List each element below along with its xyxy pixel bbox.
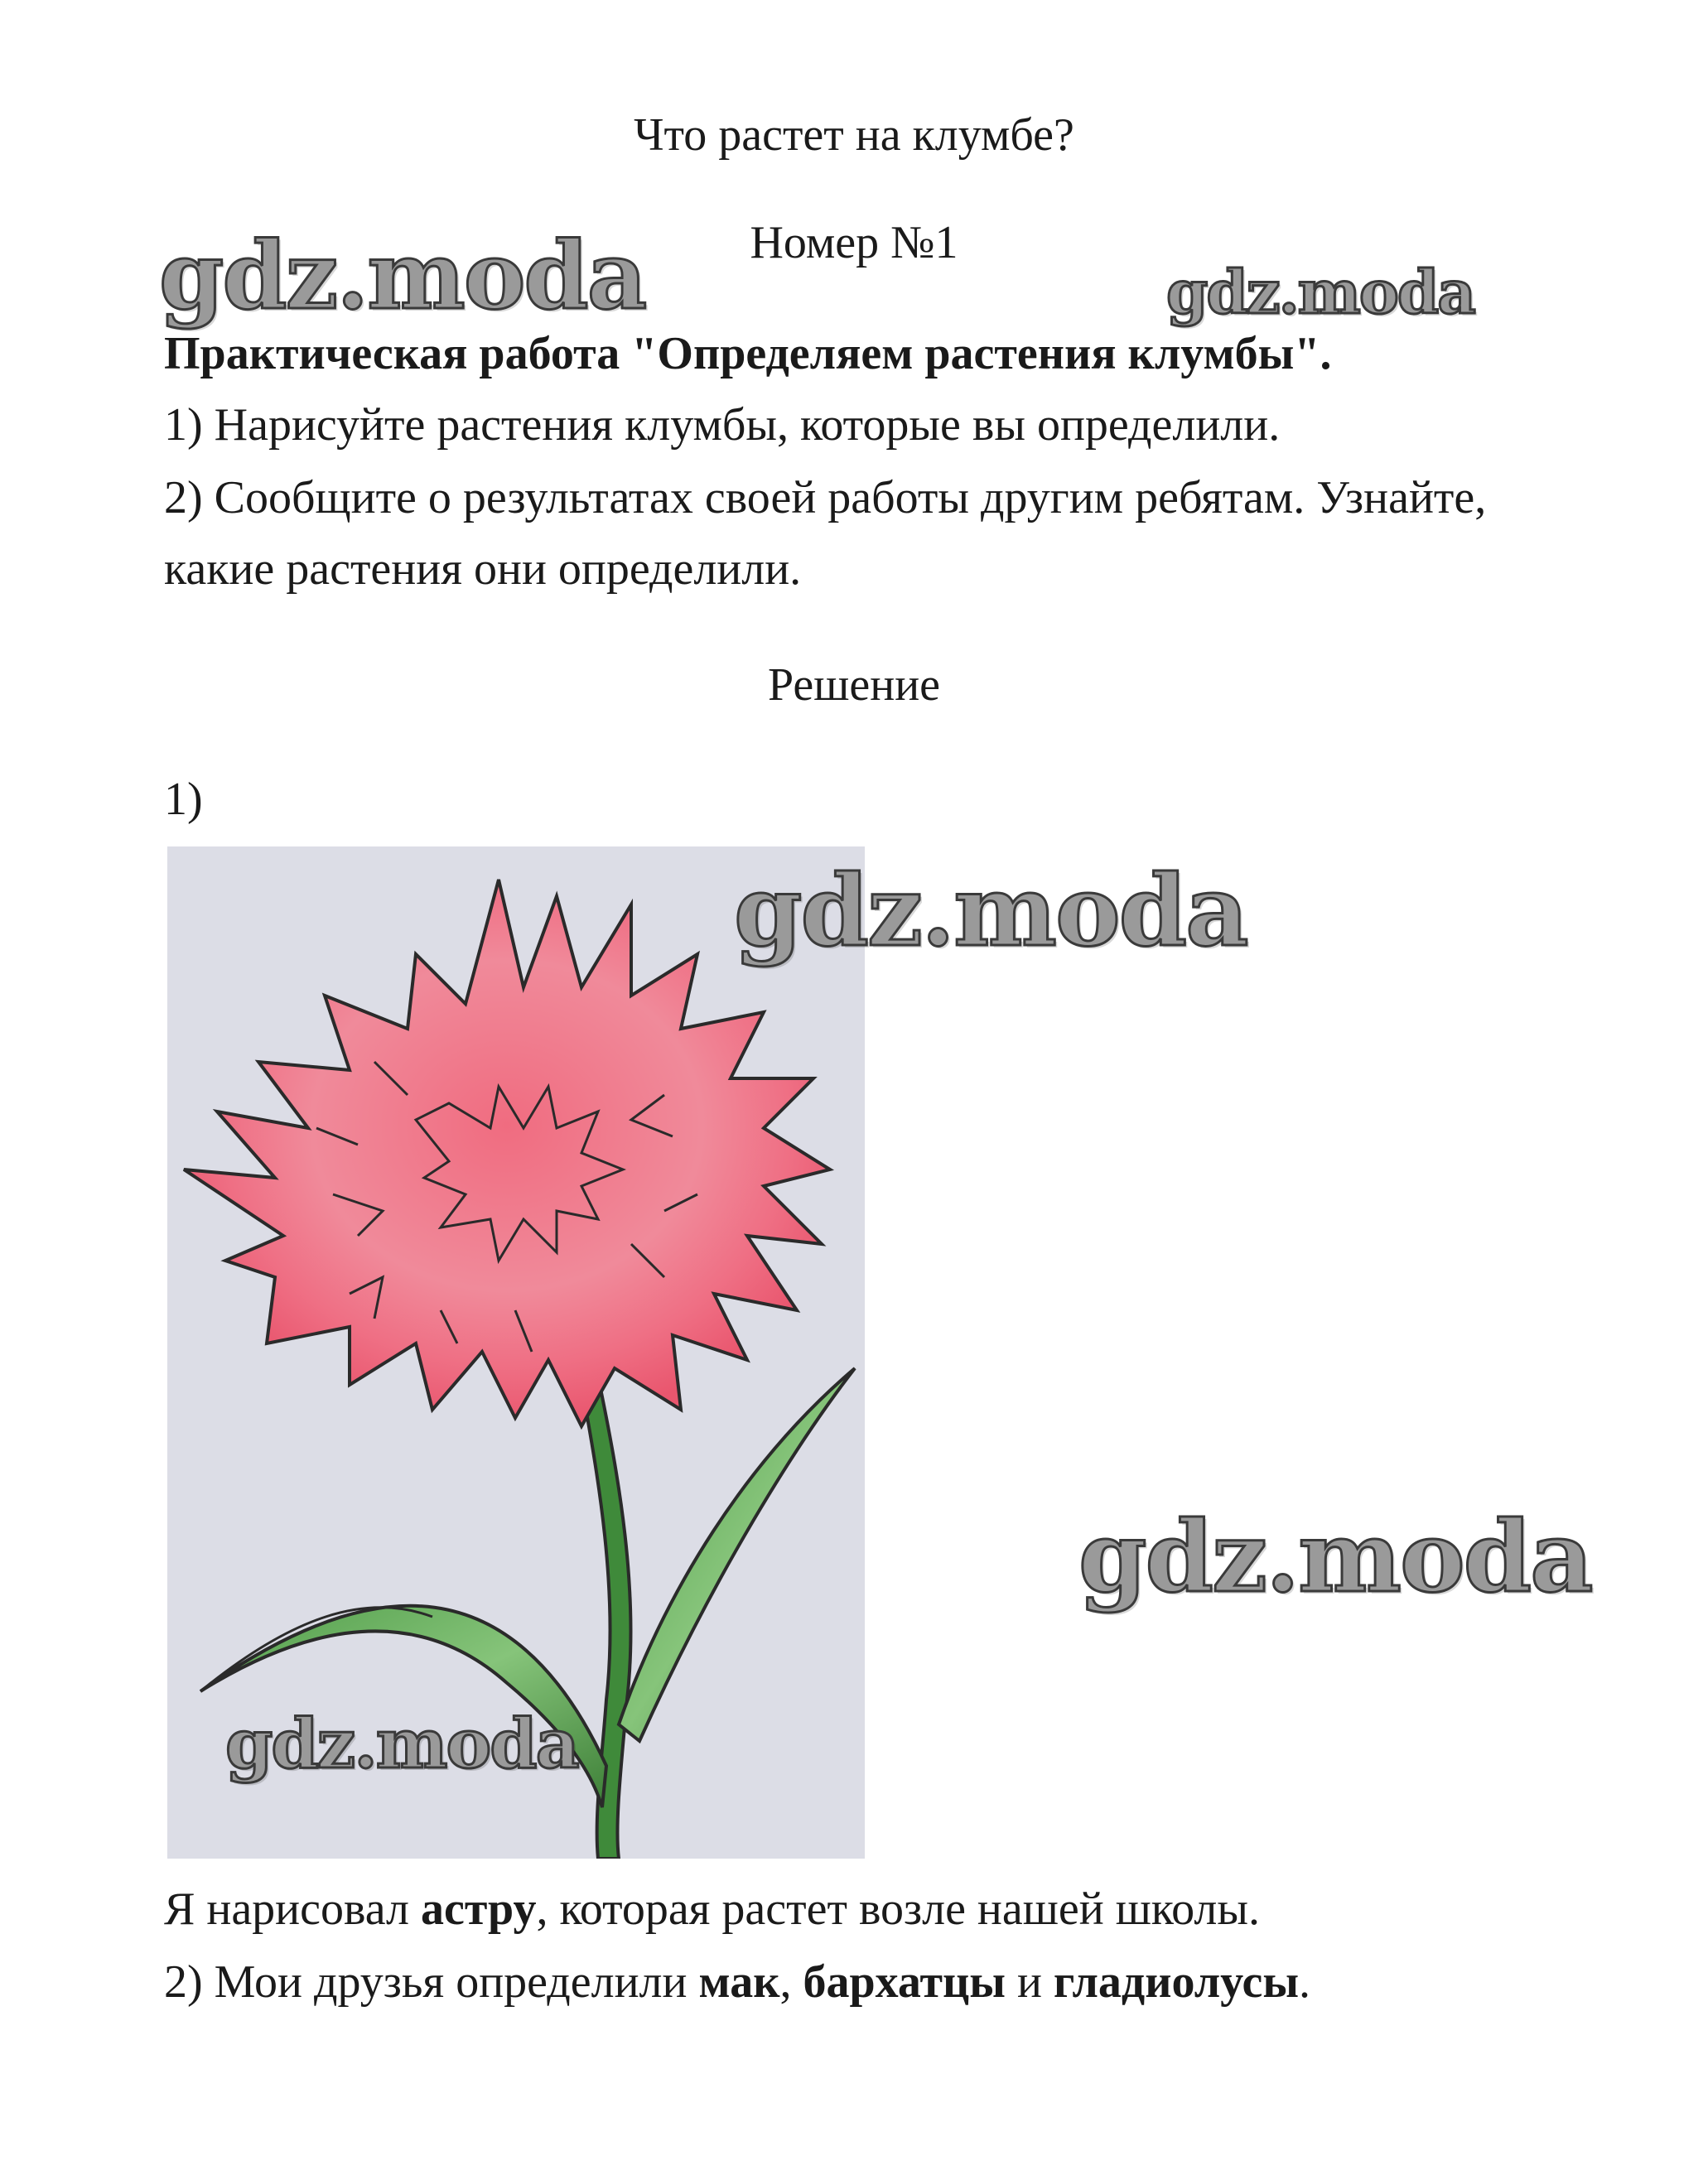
flower-bloom [184, 880, 830, 1426]
answer-1-prefix: Я нарисовал [164, 1883, 421, 1935]
answer-1-suffix: , которая растет возле нашей школы. [536, 1883, 1261, 1935]
answer-2-separator-1: , [779, 1956, 803, 2008]
answer-1-plant: астру [421, 1883, 537, 1935]
answer-2-plant-1: мак [698, 1956, 780, 2008]
watermark-5: gdz.moda [225, 1705, 578, 1784]
answer-2-suffix: . [1299, 1956, 1311, 2008]
page-title: Что растет на клумбе? [634, 109, 1074, 161]
task-heading: Практическая работа "Определяем растения клумбы". [164, 328, 1332, 379]
watermark-1: gdz.moda [159, 222, 646, 330]
task-item-2-line-2: какие растения они определили. [164, 543, 802, 595]
stem [581, 1377, 631, 1859]
solution-heading: Решение [767, 659, 941, 711]
task-item-2-line-1: 2) Сообщите о результатах своей работы другим ребятам. Узнайте, [164, 472, 1487, 523]
answer-2-prefix: 2) Мои друзья определили [164, 1956, 699, 2008]
watermark-3: gdz.moda [734, 853, 1247, 968]
answer-2-separator-2: и [1005, 1956, 1054, 2008]
watermark-4: gdz.moda [1078, 1499, 1592, 1614]
answer-2-plant-2: бархатцы [803, 1956, 1006, 2008]
answer-2 [164, 1953, 1310, 2011]
right-leaf [619, 1368, 855, 1741]
answer-2-plant-3: гладиолусы [1053, 1956, 1300, 2008]
watermark-2: gdz.moda [1166, 257, 1474, 327]
solution-item-1-label: 1) [164, 774, 203, 825]
answer-1 [164, 1880, 1260, 1938]
exercise-number: Номер №1 [750, 217, 958, 268]
task-item-1: 1) Нарисуйте растения клумбы, которые вы определили. [164, 399, 1281, 451]
